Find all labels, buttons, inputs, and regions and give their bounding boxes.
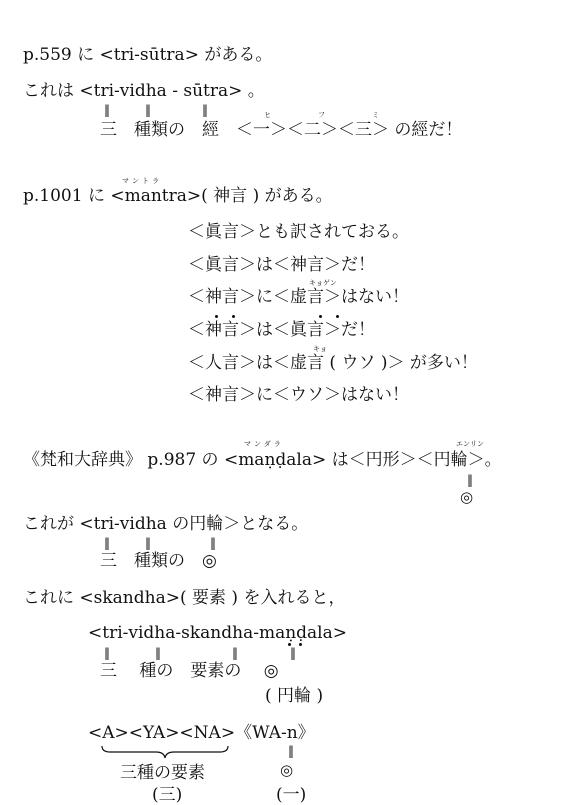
line-tri-sutra: p.559 に <tri-sūtra> がある。 — [23, 45, 273, 65]
equals-mark: ‖ — [145, 103, 151, 117]
line-enrin-meaning: 三 種類の ◎ — [100, 551, 217, 571]
ruby-fu: フ — [318, 111, 325, 119]
double-circle-icon: ◎ — [280, 761, 294, 779]
double-circle-icon: ◎ — [460, 488, 474, 506]
line-compound-meaning: 三 種の 要素の ◎ — [100, 661, 279, 681]
equals-mark: ‖ — [104, 646, 110, 660]
equals-mark: ‖ — [202, 103, 208, 117]
mantra-line-4: ＜神言＞は＜眞言＞だ！ — [188, 320, 375, 340]
mantra-line-5: ＜人言＞は＜虚言 ( ウソ )＞ が多い！ — [188, 353, 478, 373]
equals-mark: ‖ — [288, 744, 294, 758]
line-mantra: p.1001 に <mantra>( 神言 ) がある。 — [23, 186, 333, 206]
ruby-mantra: マントラ — [122, 177, 162, 185]
line-tri-vidha-enrin: これが <tri-vidha の円輪＞となる。 — [23, 514, 309, 534]
equals-mark: ‖ — [145, 536, 151, 550]
brace-under — [100, 744, 230, 760]
ruby-hi: ヒ — [264, 111, 271, 119]
ruby-kyo: キョ — [313, 345, 327, 353]
line-a-ya-na-wan: <A><YA><NA>《WA-n》 — [88, 723, 315, 743]
equals-mark: ‖ — [155, 646, 161, 660]
ruby-kyogen: キョゲン — [309, 279, 337, 287]
mantra-line-2: ＜眞言＞は＜神言＞だ！ — [188, 255, 375, 275]
emphasis-dot — [232, 315, 235, 318]
equals-mark: ‖ — [290, 646, 296, 660]
line-compound: <tri-vidha-skandha-maṇḍala> — [88, 623, 347, 643]
mantra-line-6: ＜神言＞に＜ウソ＞はない！ — [188, 385, 409, 405]
line-three-elements: 三種の要素 — [120, 763, 205, 783]
line-mandala: 《梵和大辞典》 p.987 の <maṇḍala> は＜円形＞＜円輪＞。 — [23, 450, 502, 470]
ruby-mandala: マンダラ — [244, 440, 284, 448]
equals-mark: ‖ — [104, 536, 110, 550]
line-sutra-meaning: 三 種類の 經 ＜一＞＜二＞＜三＞ の經だ！ — [100, 120, 463, 140]
equals-mark: ‖ — [467, 473, 473, 487]
mantra-line-3: ＜神言＞に＜虚言＞はない！ — [188, 287, 409, 307]
ruby-enrin: エンリン — [456, 440, 484, 448]
label-three: (三) — [152, 785, 183, 805]
emphasis-dot — [336, 315, 339, 318]
equals-mark: ‖ — [104, 103, 110, 117]
line-skandha: これに <skandha>( 要素 ) を入れると， — [23, 588, 346, 608]
emphasis-dot — [215, 315, 218, 318]
mantra-line-1: ＜眞言＞とも訳されておる。 — [188, 222, 409, 242]
label-one: (一) — [276, 785, 307, 805]
line-tri-vidha-sutra: これは <tri-vidha - sūtra> 。 — [23, 81, 265, 101]
line-enrin-paren: ( 円輪 ) — [265, 686, 324, 706]
emphasis-dot — [288, 643, 291, 646]
equals-mark: ‖ — [210, 536, 216, 550]
emphasis-dot — [319, 315, 322, 318]
equals-mark: ‖ — [232, 646, 238, 660]
ruby-mi: ミ — [372, 111, 379, 119]
emphasis-dot — [299, 643, 302, 646]
